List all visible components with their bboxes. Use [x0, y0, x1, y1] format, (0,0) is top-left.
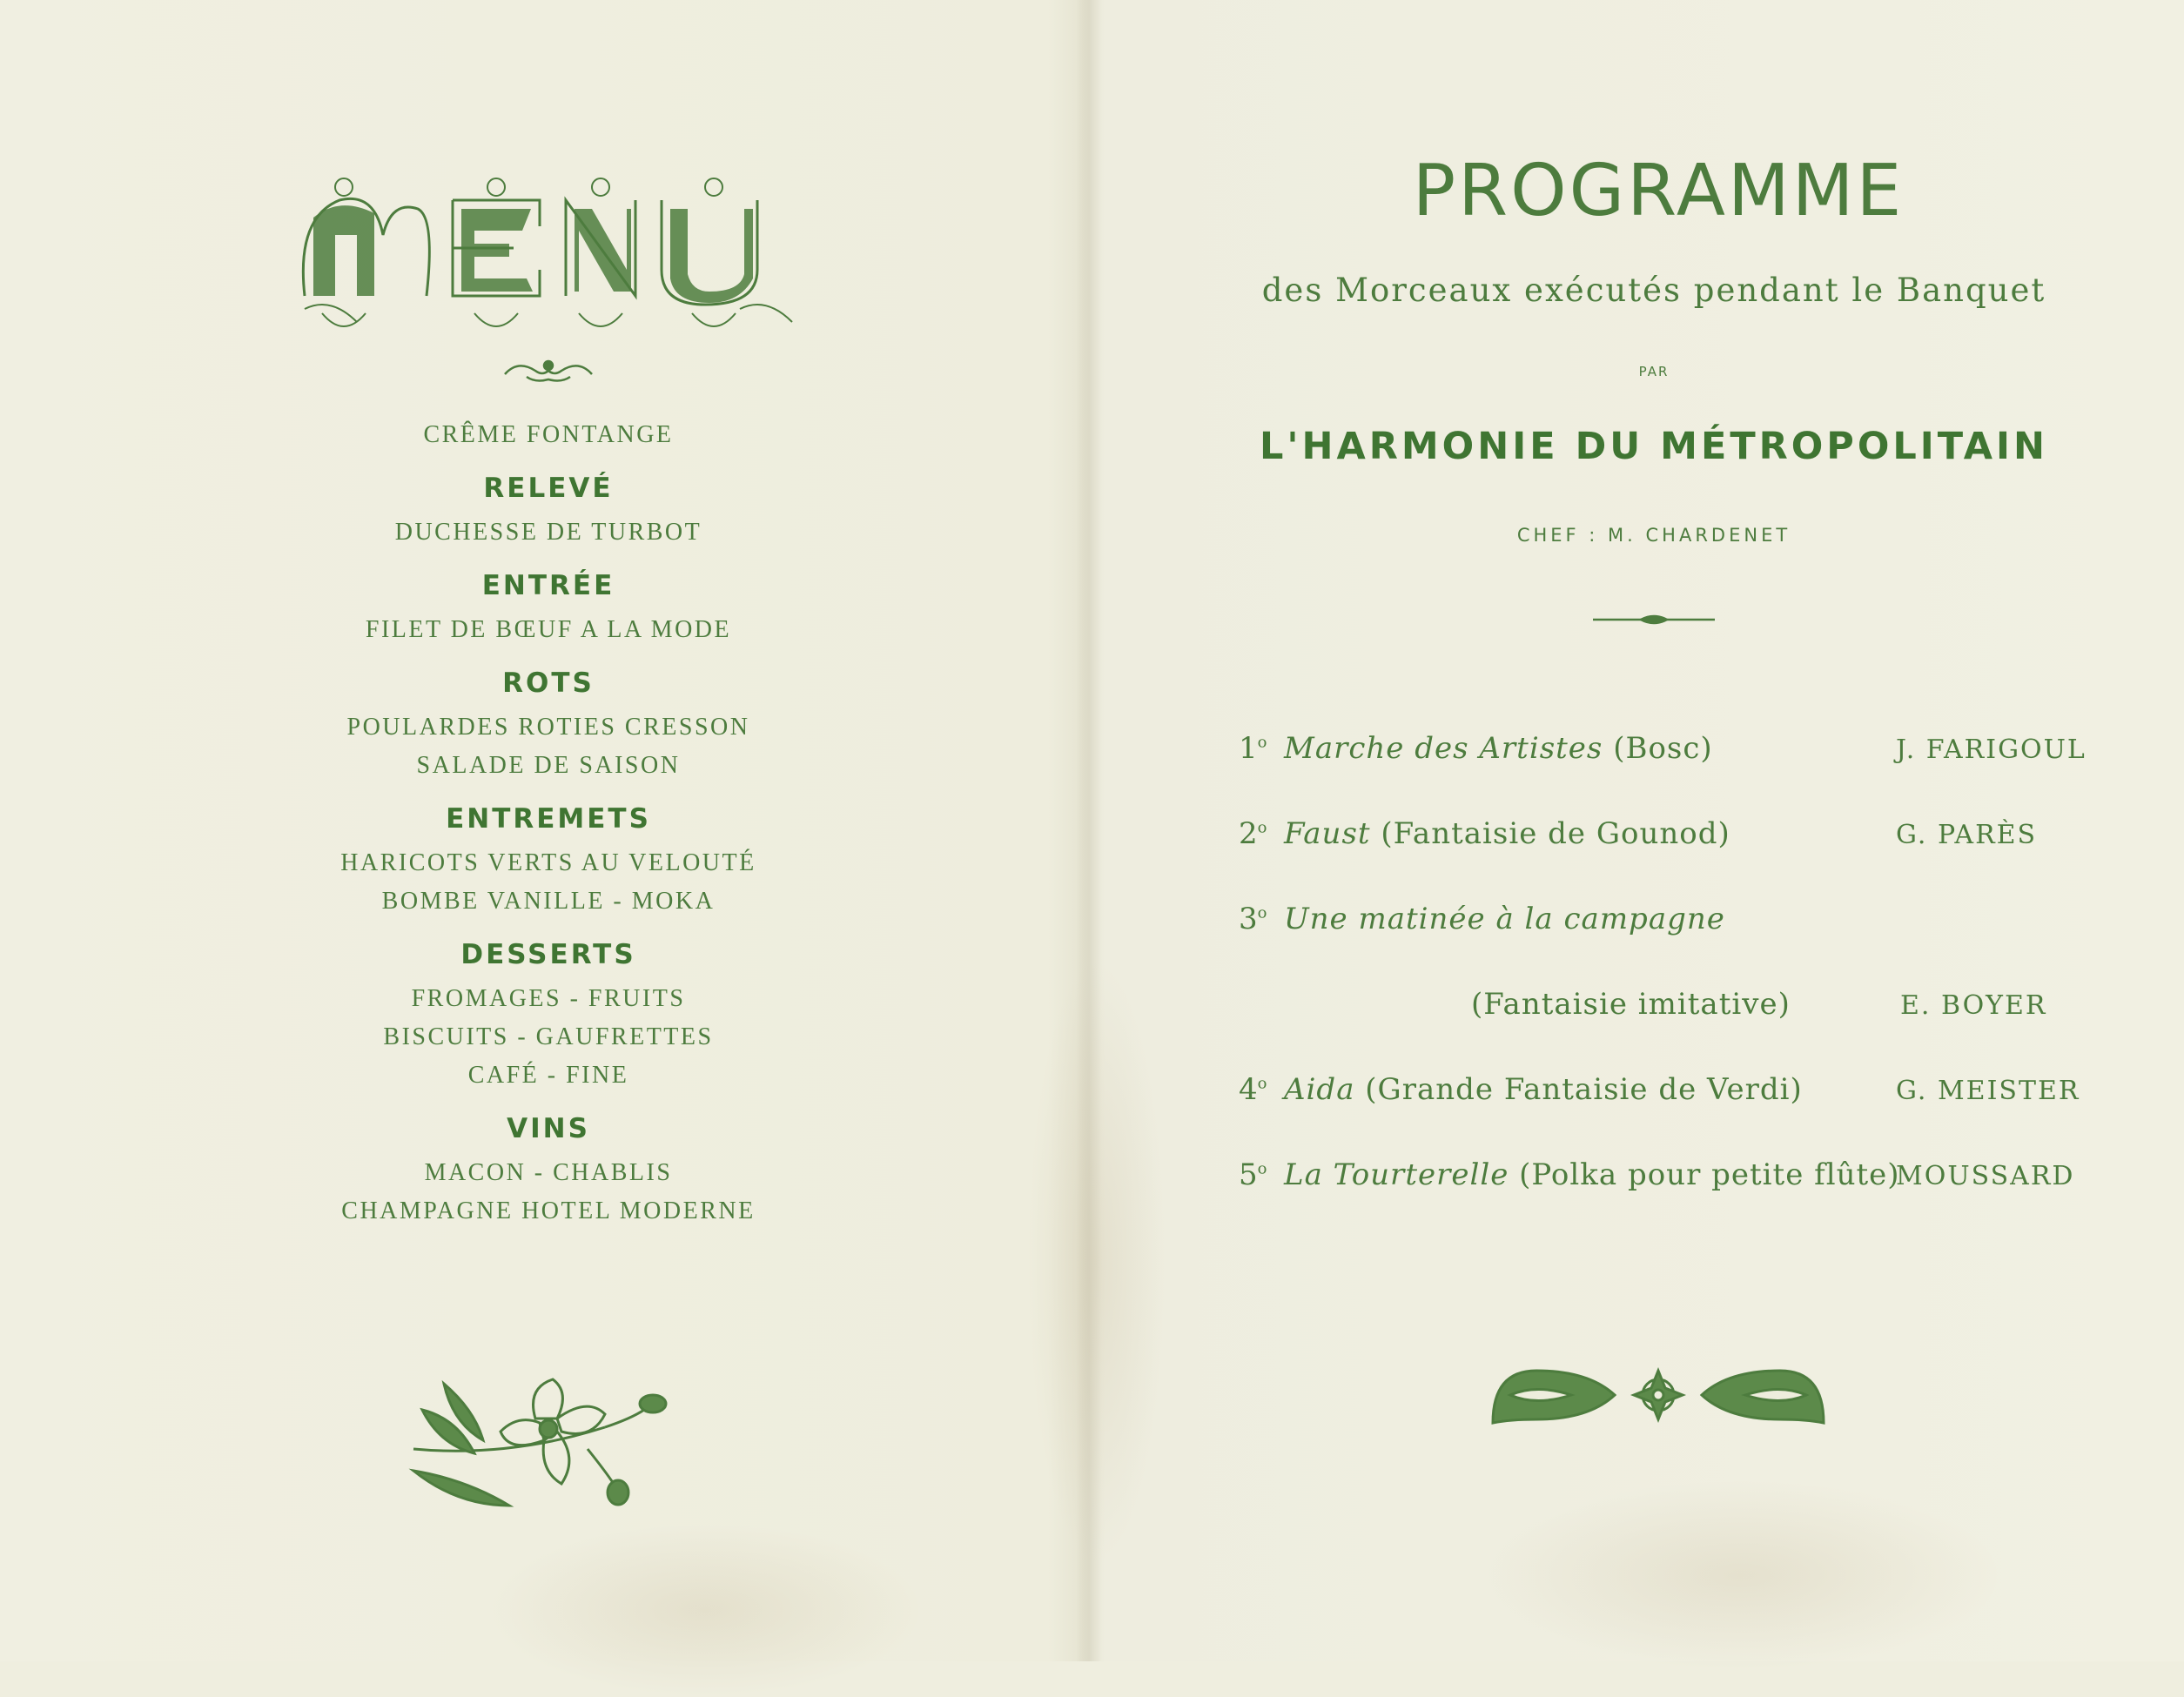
piece-performer: E. BOYER — [1900, 990, 2047, 1021]
piece-description — [1284, 1157, 1900, 1192]
programme-piece — [1239, 1157, 2109, 1243]
programme-piece — [1239, 816, 2109, 902]
piece-performer: J. FARIGOUL — [1896, 734, 2087, 765]
piece-title: Marche des Artistes — [1284, 731, 1603, 766]
piece-number-digit: 3 — [1239, 902, 1258, 936]
piece-title: Une matinée à la campagne — [1284, 902, 1725, 936]
piece-note: (Grande Fantaisie de Verdi) — [1365, 1072, 1803, 1107]
dish-item: HARICOTS VERTS AU VELOUTÉ — [340, 849, 756, 876]
piece-note: (Polka pour petite flûte) — [1519, 1157, 1900, 1192]
course-heading: VINS — [507, 1113, 590, 1144]
programme-piece — [1239, 902, 2109, 987]
dish-item: BISCUITS - GAUFRETTES — [383, 1023, 714, 1050]
piece-number-digit: 5 — [1239, 1157, 1258, 1192]
conductor-line: CHEF : M. CHARDENET — [1516, 525, 1791, 546]
piece-number-ordinal: o — [1257, 733, 1267, 752]
programme-piece — [1239, 731, 2109, 816]
programme-par: PAR — [1638, 364, 1670, 379]
piece-performer: MOUSSARD — [1896, 1161, 2075, 1191]
dish-item: CHAMPAGNE HOTEL MODERNE — [341, 1197, 756, 1224]
piece-number — [1239, 1157, 1267, 1192]
piece-number — [1239, 816, 1267, 851]
dish-item: BOMBE VANILLE - MOKA — [381, 888, 716, 915]
programme-piece — [1239, 1072, 2109, 1157]
programme-subtitle: des Morceaux exécutés pendant le Banquet — [1261, 272, 2046, 309]
piece-number-ordinal: o — [1257, 1074, 1267, 1093]
divider-ornament-icon — [1589, 609, 1719, 630]
piece-number-digit: 1 — [1239, 731, 1258, 766]
dish-item: CRÊME FONTANGE — [423, 421, 674, 448]
menu-page — [0, 0, 1088, 1661]
course-heading: RELEVÉ — [483, 473, 614, 504]
band-name: L'HARMONIE DU MÉTROPOLITAIN — [1259, 425, 2049, 468]
course-heading: ROTS — [502, 667, 595, 699]
dish-item: FILET DE BŒUF A LA MODE — [365, 616, 732, 643]
dish-item: CAFÉ - FINE — [467, 1062, 629, 1089]
piece-performer: G. MEISTER — [1896, 1076, 2080, 1106]
menu-list — [200, 416, 897, 1231]
bottom-ornament-icon — [1484, 1353, 1832, 1436]
dish-item: SALADE DE SAISON — [416, 752, 681, 779]
dish-item: MACON - CHABLIS — [424, 1159, 673, 1186]
piece-number-ordinal: o — [1257, 903, 1267, 922]
piece-number — [1239, 731, 1267, 766]
piece-note: (Fantaisie de Gounod) — [1381, 816, 1730, 851]
piece-title: La Tourterelle — [1284, 1157, 1509, 1192]
piece-description — [1284, 902, 1725, 936]
course-heading: ENTRÉE — [481, 570, 615, 601]
programme-pieces — [1239, 731, 2109, 1243]
piece-description — [1471, 987, 1791, 1022]
piece-number — [1239, 1072, 1267, 1107]
piece-description — [1284, 816, 1730, 851]
piece-title: Aida — [1284, 1072, 1355, 1107]
programme-title: PROGRAMME — [1412, 150, 1905, 232]
programme-piece — [1239, 987, 2109, 1072]
course-heading: DESSERTS — [460, 939, 636, 970]
piece-number — [1239, 902, 1267, 936]
small-ornament-icon — [501, 355, 596, 386]
course-heading: ENTREMETS — [446, 803, 651, 835]
menu-ornamental-title — [287, 165, 810, 348]
piece-number-ordinal: o — [1257, 818, 1267, 837]
menu-title — [287, 165, 810, 348]
paper-stain — [1480, 1479, 2002, 1671]
piece-number-ordinal: o — [1257, 1159, 1267, 1178]
dish-item: DUCHESSE DE TURBOT — [394, 519, 702, 546]
dish-item: FROMAGES - FRUITS — [411, 985, 686, 1012]
piece-description — [1284, 1072, 1803, 1107]
piece-number-digit: 4 — [1239, 1072, 1258, 1107]
piece-performer: G. PARÈS — [1896, 820, 2038, 850]
piece-note: (Fantaisie imitative) — [1471, 987, 1791, 1022]
flower-illustration-icon — [405, 1375, 692, 1514]
dish-item: POULARDES ROTIES CRESSON — [346, 714, 750, 741]
piece-title: Faust — [1284, 816, 1371, 851]
piece-description — [1284, 731, 1713, 766]
piece-number-digit: 2 — [1239, 816, 1258, 851]
piece-note: (Bosc) — [1613, 731, 1713, 766]
